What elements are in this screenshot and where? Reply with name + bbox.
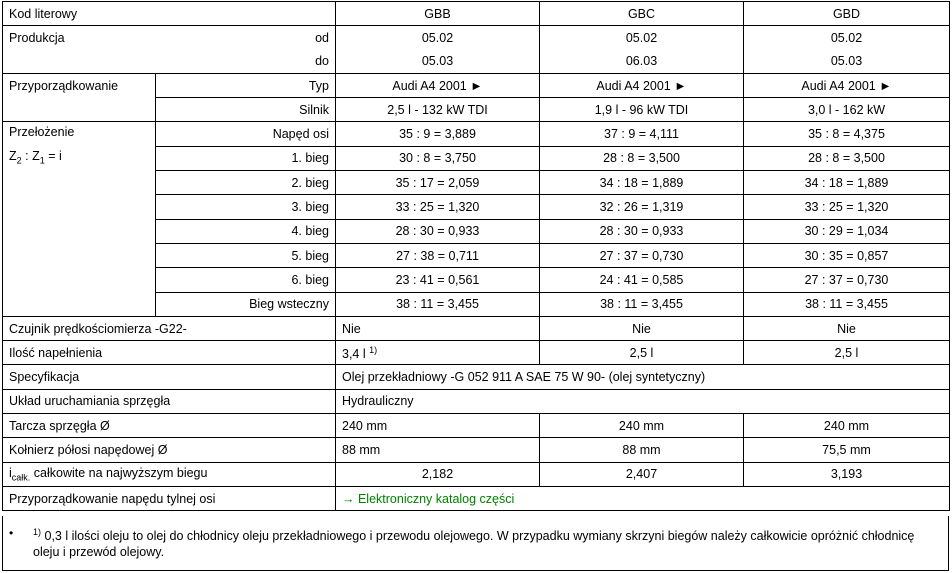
- total-ratio-gbc: 2,407: [540, 462, 744, 486]
- spec-label: Specyfikacja: [3, 365, 336, 389]
- footnote: [2, 516, 949, 571]
- ratio-gbc: 38 : 11 = 3,455: [540, 292, 744, 316]
- assignment-type-label: Typ: [156, 73, 336, 97]
- production-to-gbd: 05.03: [744, 50, 950, 74]
- ratio-gbb: 28 : 30 = 0,933: [336, 219, 540, 243]
- ratio-gbd: 30 : 29 = 1,034: [744, 219, 950, 243]
- ratio-row-label: 5. bieg: [156, 243, 336, 267]
- assignment-blank: [3, 98, 156, 122]
- fill-row: [3, 341, 950, 365]
- speed-sensor-label: Czujnik prędkościomierza -G22-: [3, 316, 336, 340]
- clutch-system-value: Hydrauliczny: [336, 389, 950, 413]
- speed-sensor-gbd: Nie: [744, 316, 950, 340]
- header-label: Kod literowy: [3, 2, 336, 26]
- ratio-row-label: 4. bieg: [156, 219, 336, 243]
- ratio-gbc: 34 : 18 = 1,889: [540, 171, 744, 195]
- ratio-row-label: Bieg wsteczny: [156, 292, 336, 316]
- flange-gbd: 75,5 mm: [744, 438, 950, 462]
- parts-catalog-link-cell: [336, 486, 950, 510]
- total-ratio-gbd: 3,193: [744, 462, 950, 486]
- footnote-text: $^{1)}$ 0,3 l ilości oleju to olej do chłodnicy oleju przekładniowego i przewodu olejowego. W przypadku wymiany skrzyni biegów należy całkowicie opróżnić chłodnicę oleju i przewód olejowy.: [33, 527, 915, 560]
- production-from-gbd: 05.02: [744, 26, 950, 50]
- flange-row: [3, 438, 950, 462]
- assignment-engine-gbb: 2,5 l - 132 kW TDI: [336, 98, 540, 122]
- production-from-gbc: 05.02: [540, 26, 744, 50]
- ratio-gbc: 32 : 26 = 1,319: [540, 195, 744, 219]
- header-gbc: GBC: [540, 2, 744, 26]
- footnote-bullet: •: [9, 526, 14, 540]
- rear-axle-label: Przyporządkowanie napędu tylnej osi: [3, 486, 336, 510]
- ratio-gbb: 27 : 38 = 0,711: [336, 243, 540, 267]
- assignment-engine-row: [3, 98, 950, 122]
- fill-gbd: 2,5 l: [744, 341, 950, 365]
- ratio-label-cell: [3, 122, 156, 316]
- speed-sensor-gbc: Nie: [540, 316, 744, 340]
- production-blank: [3, 50, 156, 74]
- total-ratio-gbb: 2,182: [336, 462, 540, 486]
- assignment-engine-label: Silnik: [156, 98, 336, 122]
- flange-label: Kołnierz półosi napędowej Ø: [3, 438, 336, 462]
- total-ratio-label: $i_{całk.}$ całkowite na najwyższym biegu: [3, 462, 336, 486]
- ratio-formula: $Z_2$ : $Z_1 = i$: [9, 149, 62, 166]
- header-row: [3, 2, 950, 26]
- production-to-gbb: 05.03: [336, 50, 540, 74]
- production-to-row: [3, 50, 950, 74]
- ratio-label: Przełożenie: [9, 125, 75, 140]
- assignment-type-gbb[interactable]: Audi A4 2001 ►: [336, 73, 540, 97]
- assignment-engine-gbd: 3,0 l - 162 kW: [744, 98, 950, 122]
- spec-row: [3, 365, 950, 389]
- assignment-engine-gbc: 1,9 l - 96 kW TDI: [540, 98, 744, 122]
- clutch-disc-row: [3, 414, 950, 438]
- flange-gbb: 88 mm: [336, 438, 540, 462]
- assignment-type-gbc[interactable]: Audi A4 2001 ►: [540, 73, 744, 97]
- ratio-row: [3, 122, 950, 146]
- ratio-gbc: 37 : 9 = 4,111: [540, 122, 744, 146]
- assignment-type-gbd[interactable]: Audi A4 2001 ►: [744, 73, 950, 97]
- production-from-gbb: 05.02: [336, 26, 540, 50]
- ratio-gbc: 28 : 30 = 0,933: [540, 219, 744, 243]
- clutch-system-label: Układ uruchamiania sprzęgła: [3, 389, 336, 413]
- ratio-gbb: 30 : 8 = 3,750: [336, 146, 540, 170]
- ratio-gbd: 28 : 8 = 3,500: [744, 146, 950, 170]
- ratio-gbb: 38 : 11 = 3,455: [336, 292, 540, 316]
- fill-label: Ilość napełnienia: [3, 341, 336, 365]
- ratio-row-label: 6. bieg: [156, 268, 336, 292]
- production-label: Produkcja: [3, 26, 156, 50]
- ratio-row-label: 2. bieg: [156, 171, 336, 195]
- fill-gbc: 2,5 l: [540, 341, 744, 365]
- clutch-disc-label: Tarcza sprzęgła Ø: [3, 414, 336, 438]
- ratio-gbd: 27 : 37 = 0,730: [744, 268, 950, 292]
- total-ratio-row: [3, 462, 950, 486]
- clutch-disc-gbb: 240 mm: [336, 414, 540, 438]
- clutch-disc-gbc: 240 mm: [540, 414, 744, 438]
- ratio-gbb: 33 : 25 = 1,320: [336, 195, 540, 219]
- spec-value: Olej przekładniowy -G 052 911 A SAE 75 W 90- (olej syntetyczny): [336, 365, 950, 389]
- assignment-type-row: [3, 73, 950, 97]
- production-from-label: od: [156, 26, 336, 50]
- ratio-row-label: Napęd osi: [156, 122, 336, 146]
- ratio-row-label: 1. bieg: [156, 146, 336, 170]
- ratio-row-label: 3. bieg: [156, 195, 336, 219]
- rear-axle-row: [3, 486, 950, 510]
- ratio-gbb: 23 : 41 = 0,561: [336, 268, 540, 292]
- ratio-gbd: 30 : 35 = 0,857: [744, 243, 950, 267]
- speed-sensor-gbb: Nie: [336, 316, 540, 340]
- ratio-gbb: 35 : 17 = 2,059: [336, 171, 540, 195]
- spec-table: [2, 1, 950, 511]
- clutch-system-row: [3, 389, 950, 413]
- ratio-gbb: 35 : 9 = 3,889: [336, 122, 540, 146]
- speed-sensor-row: [3, 316, 950, 340]
- fill-gbb: 3,4 l $^{1)}$: [336, 341, 540, 365]
- production-to-label: do: [156, 50, 336, 74]
- production-from-row: [3, 26, 950, 50]
- assignment-label: Przyporządkowanie: [3, 73, 156, 97]
- header-gbb: GBB: [336, 2, 540, 26]
- production-to-gbc: 06.03: [540, 50, 744, 74]
- flange-gbc: 88 mm: [540, 438, 744, 462]
- parts-catalog-link[interactable]: → Elektroniczny katalog części: [342, 491, 515, 506]
- ratio-gbc: 24 : 41 = 0,585: [540, 268, 744, 292]
- clutch-disc-gbd: 240 mm: [744, 414, 950, 438]
- ratio-gbd: 35 : 8 = 4,375: [744, 122, 950, 146]
- header-gbd: GBD: [744, 2, 950, 26]
- ratio-gbc: 28 : 8 = 3,500: [540, 146, 744, 170]
- ratio-gbd: 34 : 18 = 1,889: [744, 171, 950, 195]
- ratio-gbd: 33 : 25 = 1,320: [744, 195, 950, 219]
- ratio-gbc: 27 : 37 = 0,730: [540, 243, 744, 267]
- ratio-gbd: 38 : 11 = 3,455: [744, 292, 950, 316]
- fill-footnote-ref: 1): [369, 344, 378, 355]
